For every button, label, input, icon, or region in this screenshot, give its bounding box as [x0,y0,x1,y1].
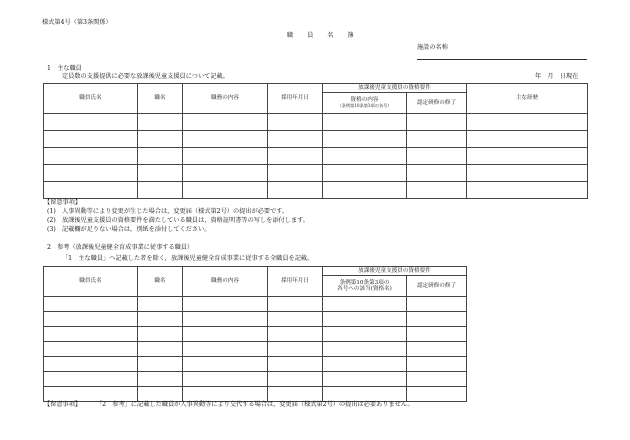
note-3: (3) 記載欄が足りない場合は，別紙を添付してください。 [47,226,211,233]
table-cell[interactable] [138,165,183,182]
table-cell[interactable] [268,312,323,327]
col-staff-name: 職員氏名 [44,267,138,297]
col-qualification-main: 資格の内容 [350,97,379,104]
col-qualification-sub: （条例第10条第3項の各号） [337,102,392,108]
table-cell[interactable] [407,357,467,372]
table-cell[interactable] [183,131,268,148]
table-row [44,131,588,148]
table-cell[interactable] [323,165,407,182]
table-cell[interactable] [407,342,467,357]
table-cell[interactable] [407,327,467,342]
col-qualification [323,93,407,114]
col-hire-date: 採用年月日 [268,84,323,114]
col-training: 認定研修の修了 [407,93,467,114]
table-cell[interactable] [268,342,323,357]
table-cell[interactable] [407,182,467,199]
footer-notes-text: 「2 参考」に記載した職員が人事異動等により交代する場合は，変更届（様式第2号）の提出は必要ありません。 [96,401,414,408]
as-of-date: 年 月 日現在 [535,73,579,80]
col-job-title: 職名 [138,84,183,114]
col-qualification-line1: 条例第10条第3項の [339,279,390,286]
table-cell[interactable] [183,372,268,387]
table-cell[interactable] [268,148,323,165]
col-hire-date: 採用年月日 [268,267,323,297]
note-2: (2) 放課後児童支援員の資格要件を満たしている職員は，資格証明書等の写しを添付します。 [47,217,309,224]
table-cell[interactable] [407,372,467,387]
table-cell[interactable] [138,327,183,342]
table-cell[interactable] [44,327,138,342]
table-cell[interactable] [138,312,183,327]
section1-description: 定員数の支援提供に必要な放課後児童支援員について記載。 [62,73,229,80]
table-cell[interactable] [44,131,138,148]
table-cell[interactable] [268,131,323,148]
table-cell[interactable] [138,342,183,357]
table-cell[interactable] [138,387,183,402]
table-cell[interactable] [44,357,138,372]
col-group-qualification: 放課後児童支援員の資格要件 [323,84,467,93]
main-staff-table [43,83,588,199]
table-cell[interactable] [44,372,138,387]
table-cell[interactable] [44,182,138,199]
table-cell[interactable] [183,342,268,357]
section2-description: 「1 主な職員」へ記載した者を除く，放課後児童健全育成事業に従事する全職員を記載。 [62,255,314,262]
table-cell[interactable] [268,165,323,182]
table-cell[interactable] [44,297,138,312]
notes-heading: 【留意事項】 [44,199,82,206]
reference-staff-table [43,266,467,402]
table-cell[interactable] [183,387,268,402]
table-cell[interactable] [44,312,138,327]
table-cell[interactable] [407,148,467,165]
col-qualification [323,276,407,297]
table-row [44,148,588,165]
table-cell[interactable] [44,148,138,165]
table-cell[interactable] [183,182,268,199]
table-cell[interactable] [323,131,407,148]
table-row [44,342,467,357]
col-group-qualification: 放課後児童支援員の資格要件 [323,267,467,276]
table-row [44,165,588,182]
table-cell[interactable] [323,297,407,312]
table-cell[interactable] [138,114,183,131]
table-cell[interactable] [323,148,407,165]
table-cell[interactable] [323,372,407,387]
table-cell[interactable] [138,297,183,312]
form-number: 様式第4号（第3条関係） [42,19,112,26]
table-cell[interactable] [268,297,323,312]
table-cell[interactable] [183,297,268,312]
table-cell[interactable] [183,114,268,131]
table-cell[interactable] [323,114,407,131]
table-cell[interactable] [407,131,467,148]
table-cell[interactable] [268,357,323,372]
table-row [44,387,467,402]
table-cell[interactable] [183,357,268,372]
table-cell[interactable] [323,342,407,357]
col-duties: 職務の内容 [183,267,268,297]
col-job-title: 職名 [138,267,183,297]
table-cell[interactable] [138,182,183,199]
col-qualification-line2: 各号への該当(資格名) [337,286,392,292]
table-cell[interactable] [323,312,407,327]
table-cell[interactable] [183,327,268,342]
table-row [44,114,588,131]
reference-staff-rows [44,297,467,402]
facility-name-underline [417,59,587,60]
table-row [44,297,467,312]
table-cell[interactable] [268,387,323,402]
table-cell[interactable] [268,114,323,131]
table-cell[interactable] [467,148,588,165]
table-cell[interactable] [183,148,268,165]
table-cell[interactable] [44,165,138,182]
table-row [44,327,467,342]
table-row [44,312,467,327]
footer-notes-label: 【留意事項】 [44,401,82,408]
table-cell[interactable] [467,165,588,182]
note-1: (1) 人事異動等により変更が生じた場合は，変更届（様式第2号）の提出が必要です。 [47,208,289,215]
table-cell[interactable] [138,131,183,148]
main-staff-rows [44,114,588,199]
table-cell[interactable] [407,312,467,327]
table-cell[interactable] [467,182,588,199]
table-cell[interactable] [323,182,407,199]
table-cell[interactable] [44,342,138,357]
table-cell[interactable] [323,387,407,402]
table-cell[interactable] [467,114,588,131]
table-cell[interactable] [44,114,138,131]
table-cell[interactable] [407,297,467,312]
col-staff-name: 職員氏名 [44,84,138,114]
section2-heading: 2 参考（放課後児童健全育成事業に従事する職員） [47,244,194,251]
table-row [44,372,467,387]
table-cell[interactable] [138,372,183,387]
table-cell[interactable] [407,387,467,402]
table-cell[interactable] [44,387,138,402]
table-cell[interactable] [323,327,407,342]
table-cell[interactable] [268,182,323,199]
table-cell[interactable] [407,165,467,182]
table-cell[interactable] [183,165,268,182]
table-row [44,357,467,372]
table-row [44,182,588,199]
section1-heading: 1 主な職員 [47,65,82,72]
col-career: 主な経歴 [467,84,588,114]
table-cell[interactable] [183,312,268,327]
col-training: 認定研修の修了 [407,276,467,297]
col-duties: 職務の内容 [183,84,268,114]
table-cell[interactable] [268,372,323,387]
table-cell[interactable] [467,131,588,148]
table-cell[interactable] [407,114,467,131]
table-cell[interactable] [323,357,407,372]
table-cell[interactable] [268,327,323,342]
facility-name-label: 施設の名称 [417,44,448,51]
table-cell[interactable] [138,357,183,372]
table-cell[interactable] [138,148,183,165]
page-title: 職 員 名 簿 [287,32,360,39]
